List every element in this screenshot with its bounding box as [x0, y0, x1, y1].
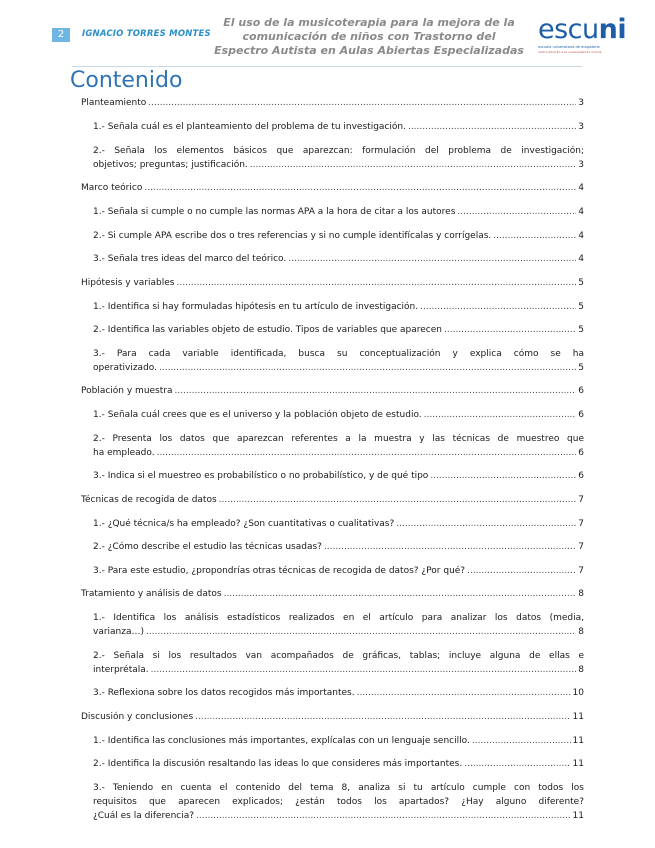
- header-divider: [72, 66, 582, 67]
- toc-item[interactable]: 2.- ¿Cómo describe el estudio las técnicas usadas? ..... 7: [81, 540, 584, 554]
- toc-item[interactable]: 3.- Indica si el muestreo es probabilístico o no probabilístico, y de qué tipo ..... 6: [81, 469, 584, 483]
- toc-item[interactable]: 1.- Identifica las conclusiones más importantes, explícalas con un lenguaje sencillo. ..... 11: [81, 734, 584, 748]
- toc-item[interactable]: 2.- Si cumple APA escribe dos o tres referencias y si no cumple identifícalas y corrígelas. ..... 4: [81, 229, 584, 243]
- toc-item[interactable]: 1.- Identifica los análisis estadísticos realizados en el artículo para analizar los datos (media, varianza…) ..... 8: [81, 611, 584, 639]
- escuni-logo: [538, 16, 634, 54]
- toc-item[interactable]: 1.- Señala si cumple o no cumple las normas APA a la hora de citar a los autores ..... 4: [81, 205, 584, 219]
- toc-item[interactable]: 3.- Para este estudio, ¿propondrías otras técnicas de recogida de datos? ¿Por qué? ..... 7: [81, 564, 584, 578]
- toc-item[interactable]: 1.- Señala cuál es el planteamiento del problema de tu investigación. ..... 3: [81, 120, 584, 134]
- toc-section[interactable]: Discusión y conclusiones ..... 11: [81, 710, 584, 724]
- toc-item[interactable]: 3.- Señala tres ideas del marco del teórico. ..... 4: [81, 252, 584, 266]
- toc-item[interactable]: 1.- Señala cuál crees que es el universo y la población objeto de estudio. ..... 6: [81, 408, 584, 422]
- toc-section[interactable]: Marco teórico ..... 4: [81, 181, 584, 195]
- toc-item[interactable]: 2.- Señala si los resultados van acompañados de gráficas, tablas; incluye alguna de ellas e interprétala. ..... 8: [81, 649, 584, 677]
- toc-item[interactable]: 1.- ¿Qué técnica/s ha empleado? ¿Son cuantitativas o cualitativas? ..... 7: [81, 517, 584, 531]
- toc-item[interactable]: 2.- Identifica las variables objeto de estudio. Tipos de variables que aparecen ..... 5: [81, 323, 584, 337]
- toc-section[interactable]: Técnicas de recogida de datos ..... 7: [81, 493, 584, 507]
- author-name: IGNACIO TORRES MONTES: [82, 29, 211, 39]
- logo-wordmark: escuni: [538, 14, 627, 45]
- toc-heading: Contenido: [70, 68, 183, 93]
- logo-subtitle-2: centro adscrito a la universidad de murcia: [538, 49, 602, 54]
- toc-item[interactable]: 2.- Identifica la discusión resaltando las ideas lo que consideres más importantes. ..... 11: [81, 757, 584, 771]
- toc-item[interactable]: 3.- Reflexiona sobre los datos recogidos más importantes. ..... 10: [81, 686, 584, 700]
- toc-section[interactable]: Hipótesis y variables ..... 5: [81, 276, 584, 290]
- toc-item[interactable]: 1.- Identifica si hay formuladas hipótesis en tu artículo de investigación. ..... 5: [81, 300, 584, 314]
- page-number: 2: [52, 28, 70, 42]
- logo-subtitle: escuela universitaria de magisterio: [538, 45, 600, 49]
- table-of-contents: [81, 96, 584, 832]
- document-title: El uso de la musicoterapia para la mejora de la comunicación de niños con Trastorno del Espectro Autista en Aulas Abiertas Especializadas: [214, 16, 524, 57]
- toc-section[interactable]: Población y muestra ..... 6: [81, 384, 584, 398]
- toc-section[interactable]: Planteamiento ..... 3: [81, 96, 584, 110]
- toc-item[interactable]: 3.- Para cada variable identificada, busca su conceptualización y explica cómo se ha operativizado. ..... 5: [81, 347, 584, 375]
- toc-item[interactable]: 3.- Teniendo en cuenta el contenido del tema 8, analiza si tu artículo cumple con todos los requisitos que aparecen explicados; ¿están todos los apartados? ¿Hay alguno diferente? ¿Cuál es la diferencia? ..... 11: [81, 781, 584, 823]
- toc-item[interactable]: 2.- Presenta los datos que aparezcan referentes a la muestra y las técnicas de muestreo que ha empleado. ..... 6: [81, 432, 584, 460]
- toc-item[interactable]: 2.- Señala los elementos básicos que aparezcan: formulación del problema de investigación; objetivos; preguntas; justificación. ..... 3: [81, 144, 584, 172]
- toc-section[interactable]: Tratamiento y análisis de datos ..... 8: [81, 587, 584, 601]
